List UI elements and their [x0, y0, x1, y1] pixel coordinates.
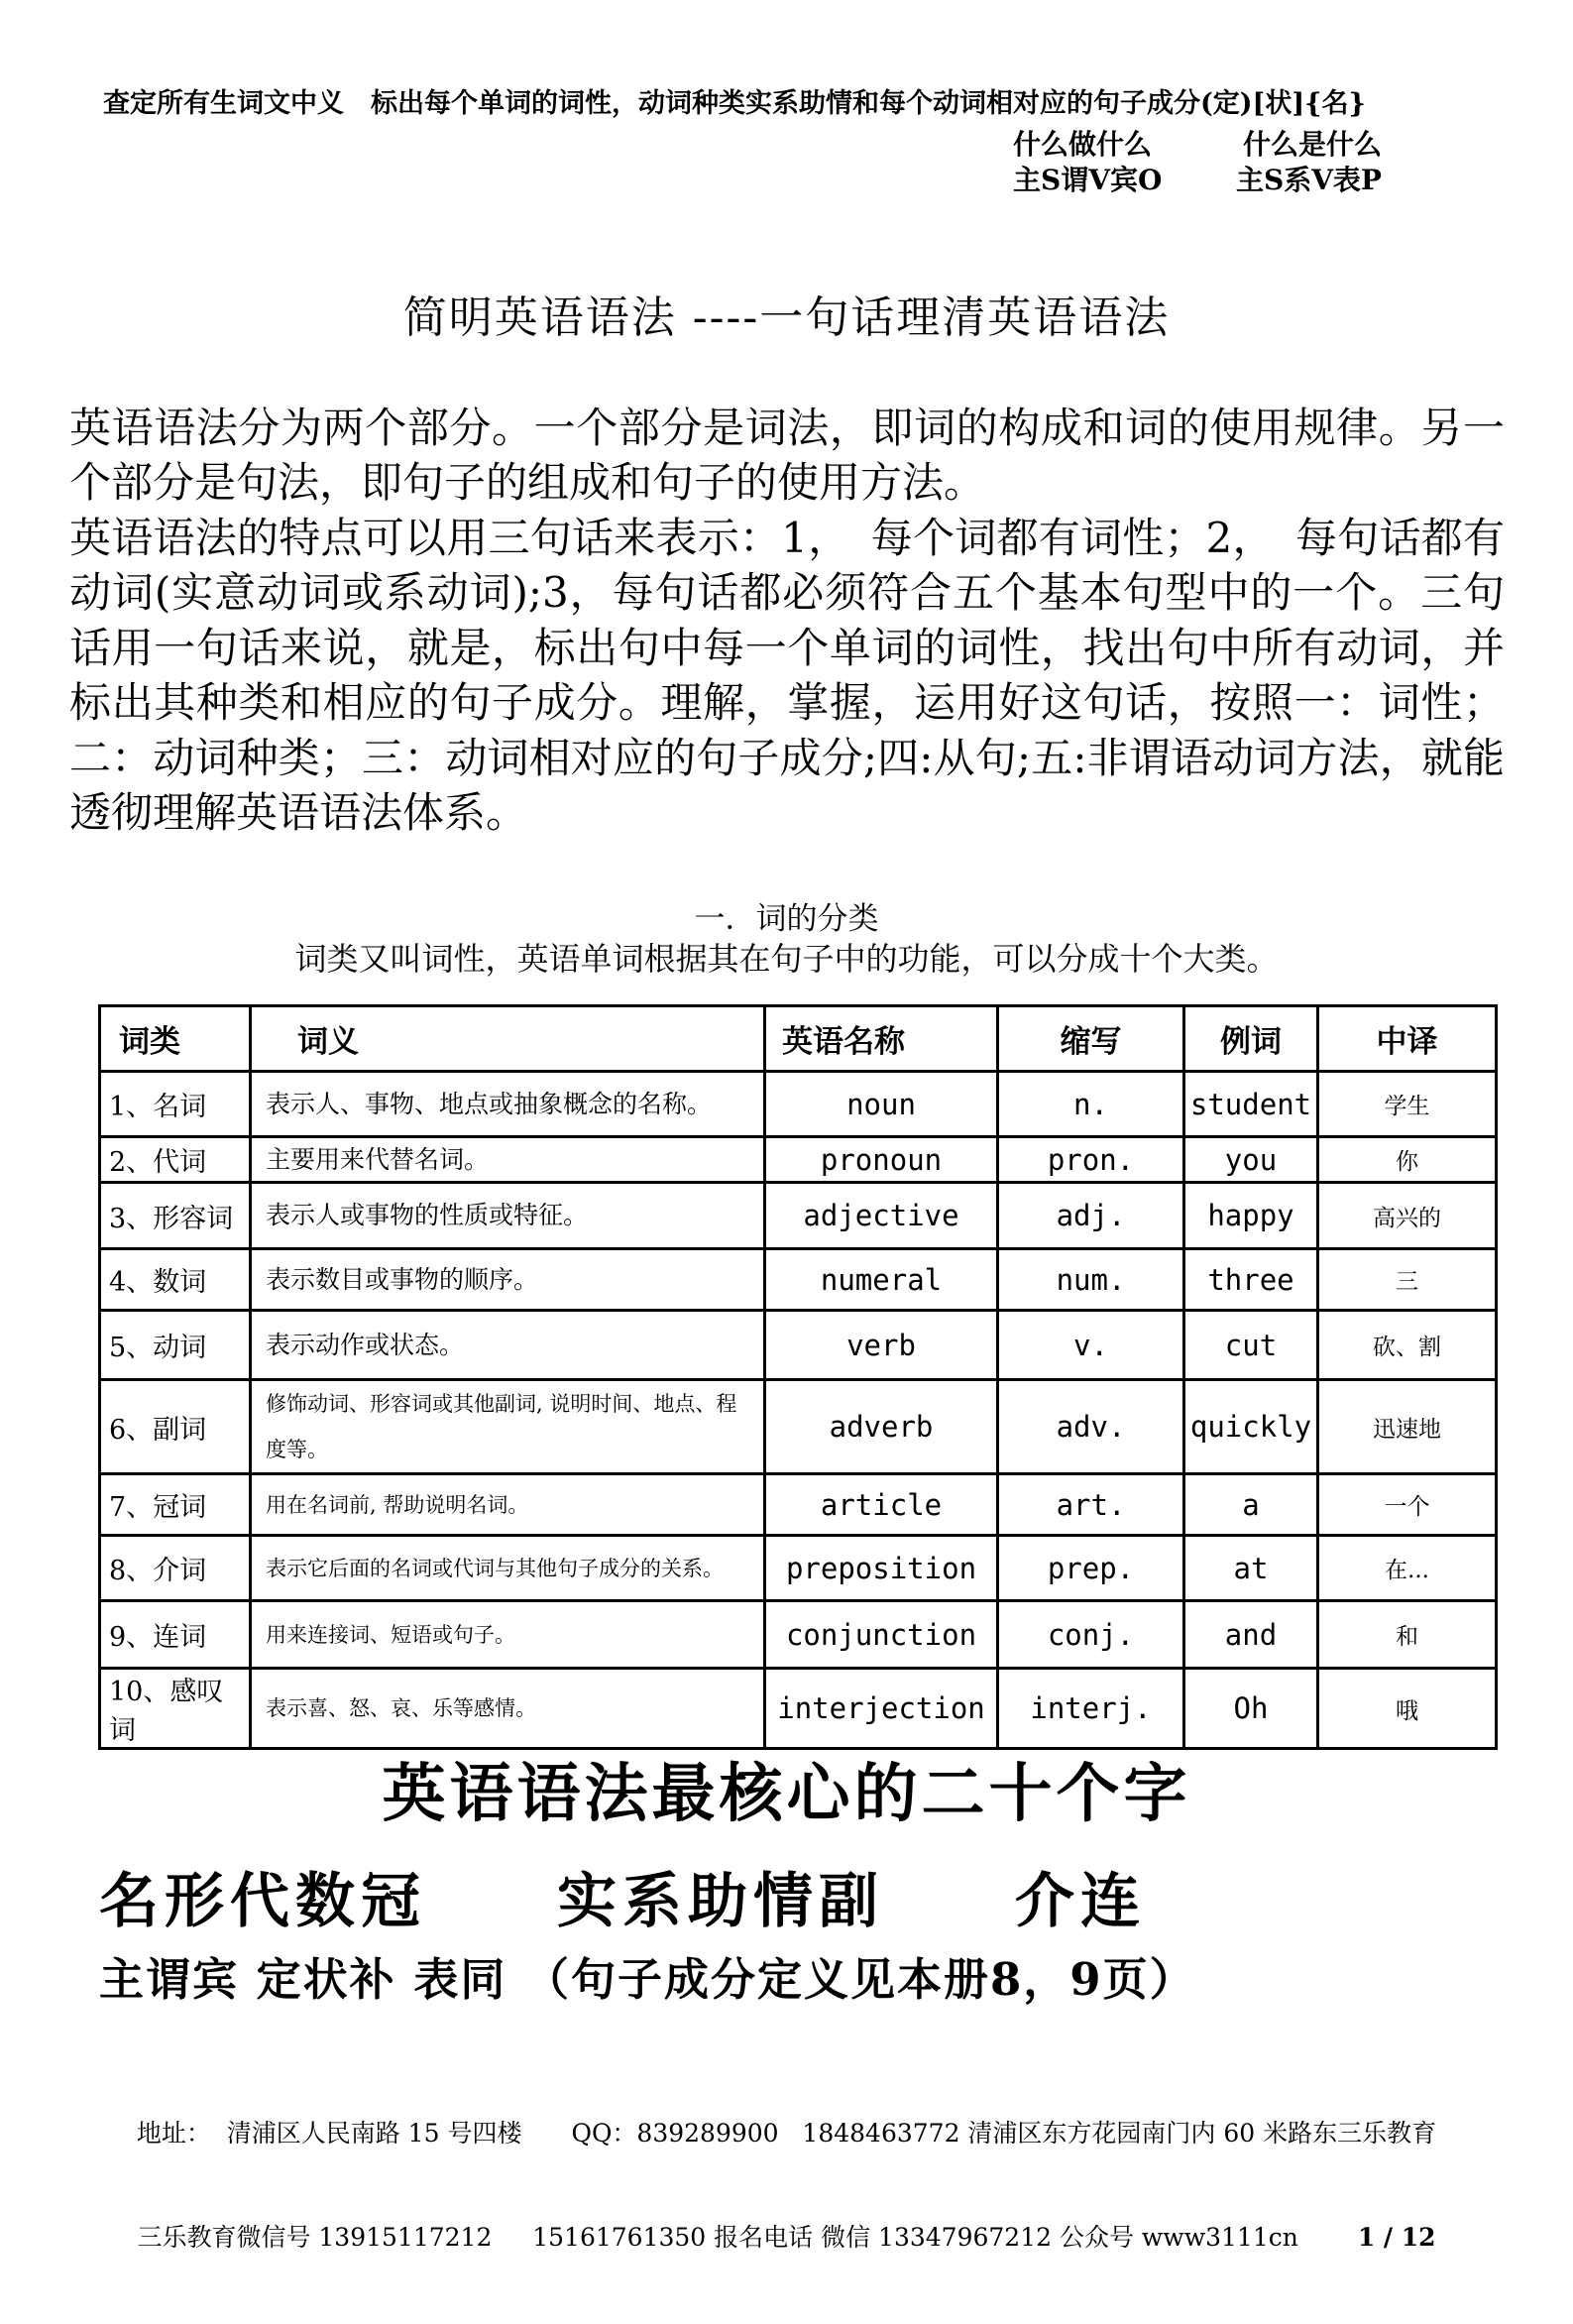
table-cell: v. — [998, 1311, 1184, 1380]
annotation-row-2 — [1013, 163, 1382, 198]
table-cell: 6、副词 — [100, 1380, 251, 1474]
table-cell: 表示人、事物、地点或抽象概念的名称。 — [251, 1072, 765, 1137]
annotation-row-1 — [1013, 127, 1382, 163]
page-footer — [0, 2046, 1573, 2324]
table-cell: 7、冠词 — [100, 1474, 251, 1536]
table-cell: 8、介词 — [100, 1536, 251, 1601]
table-header-cell: 英语名称 — [765, 1006, 998, 1072]
table-cell: quickly — [1184, 1380, 1318, 1474]
table-cell: student — [1184, 1072, 1318, 1137]
table-cell: prep. — [998, 1536, 1184, 1601]
table-cell: three — [1184, 1249, 1318, 1311]
table-cell: 表示动作或状态。 — [251, 1311, 765, 1380]
annotation-svo: 主S谓V宾O — [1013, 164, 1163, 196]
table-cell: 2、代词 — [100, 1137, 251, 1183]
table-cell: and — [1184, 1601, 1318, 1669]
annotation-do-what: 什么做什么 — [1013, 128, 1153, 161]
table-cell: preposition — [765, 1536, 998, 1601]
table-cell: 在... — [1318, 1536, 1497, 1601]
table-cell: 学生 — [1318, 1072, 1497, 1137]
table-cell: 砍、割 — [1318, 1311, 1497, 1380]
table-cell: 三 — [1318, 1249, 1497, 1311]
table-cell: adverb — [765, 1380, 998, 1474]
table-cell: 迅速地 — [1318, 1380, 1497, 1474]
table-cell: 用在名词前, 帮助说明名词。 — [251, 1474, 765, 1536]
table-cell: pronoun — [765, 1137, 998, 1183]
table-header-cell: 中译 — [1318, 1006, 1497, 1072]
table-cell: interjection — [765, 1669, 998, 1749]
annotation-is-what: 什么是什么 — [1242, 128, 1382, 161]
core-words-line: 名形代数冠 实系助情副 介连 — [99, 1867, 1146, 1936]
page-number: 1 / 12 — [1357, 2223, 1436, 2252]
table-cell: 表示数目或事物的顺序。 — [251, 1249, 765, 1311]
intro-paragraph-2: 英语语法的特点可以用三句话来表示：1， 每个词都有词性；2， 每句话都有动词(实意动词或系动词);3，每句话都必须符合五个基本句型中的一个。三句话用一句话来说，就是，标出句中每一个单词的词性，找出句中所有动词，并标出其种类和相应的句子成分。理解，掌握，运用好这句话，按照一：词性；二：动词种类；三：动词相对应的句子成分;四:从句;五:非谓语动词方法，就能透彻理解英语语法体系。 — [69, 513, 1505, 838]
pos-table — [98, 1004, 1498, 1750]
table-row — [100, 1072, 1497, 1137]
table-cell: 9、连词 — [100, 1601, 251, 1669]
table-cell: num. — [998, 1249, 1184, 1311]
table-cell: 表示喜、怒、哀、乐等感情。 — [251, 1669, 765, 1749]
table-body — [100, 1072, 1497, 1749]
table-cell: 表示它后面的名词或代词与其他句子成分的关系。 — [251, 1536, 765, 1601]
table-header-cell: 例词 — [1184, 1006, 1318, 1072]
footer-line-1: 地址： 清浦区人民南路 15 号四楼 QQ：839289900 1848463772 清浦区东方花园南门内 60 米路东三乐教育 — [136, 2119, 1437, 2148]
table-cell: noun — [765, 1072, 998, 1137]
table-cell: 10、感叹词 — [100, 1669, 251, 1749]
table-cell: 表示人或事物的性质或特征。 — [251, 1183, 765, 1249]
top-annotation-line: 查定所有生词文中义 标出每个单词的词性，动词种类实系助情和每个动词相对应的句子成分(定)[状]{名} — [103, 88, 1366, 119]
core-components-line: 主谓宾 定状补 表同 （句子成分定义见本册8，9页） — [99, 1953, 1196, 2006]
table-cell: 4、数词 — [100, 1249, 251, 1311]
table-row — [100, 1249, 1497, 1311]
table-row — [100, 1380, 1497, 1474]
table-cell: art. — [998, 1474, 1184, 1536]
table-cell: adv. — [998, 1380, 1184, 1474]
table-row — [100, 1669, 1497, 1749]
table-cell: 一个 — [1318, 1474, 1497, 1536]
top-annotation-right — [1013, 127, 1382, 198]
table-cell: pron. — [998, 1137, 1184, 1183]
table-cell: you — [1184, 1137, 1318, 1183]
table-header-cell: 词义 — [251, 1006, 765, 1072]
section-heading: 一．词的分类 — [694, 901, 879, 937]
table-cell: n. — [998, 1072, 1184, 1137]
table-row — [100, 1137, 1497, 1183]
intro-text — [69, 401, 1505, 841]
table-header-cell: 词类 — [100, 1006, 251, 1072]
table-cell: interj. — [998, 1669, 1184, 1749]
table-cell: adjective — [765, 1183, 998, 1249]
table-row — [100, 1183, 1497, 1249]
table-row — [100, 1474, 1497, 1536]
table-cell: 用来连接词、短语或句子。 — [251, 1601, 765, 1669]
table-cell: 和 — [1318, 1601, 1497, 1669]
table-cell: a — [1184, 1474, 1318, 1536]
table-header-cell: 缩写 — [998, 1006, 1184, 1072]
table-cell: 3、形容词 — [100, 1183, 251, 1249]
table-cell: conjunction — [765, 1601, 998, 1669]
table-cell: 哦 — [1318, 1669, 1497, 1749]
table-cell: 高兴的 — [1318, 1183, 1497, 1249]
table-row — [100, 1601, 1497, 1669]
table-cell: happy — [1184, 1183, 1318, 1249]
table-cell: at — [1184, 1536, 1318, 1601]
table-cell: 5、动词 — [100, 1311, 251, 1380]
section-subheading: 词类又叫词性，英语单词根据其在句子中的功能，可以分成十个大类。 — [294, 940, 1279, 978]
table-cell: 1、名词 — [100, 1072, 251, 1137]
intro-paragraph-1: 英语语法分为两个部分。一个部分是词法，即词的构成和词的使用规律。另一个部分是句法，即句子的组成和句子的使用方法。 — [69, 404, 1505, 508]
annotation-svp: 主S系V表P — [1235, 164, 1382, 196]
footer-contact-text: 三乐教育微信号 13915117212 15161761350 报名电话 微信 13347967212 公众号 www3111cn — [137, 2223, 1298, 2252]
table-cell: Oh — [1184, 1669, 1318, 1749]
table-row — [100, 1536, 1497, 1601]
page-title: 简明英语语法 ----一句话理清英语语法 — [402, 292, 1171, 343]
table-cell: 主要用来代替名词。 — [251, 1137, 765, 1183]
table-row — [100, 1311, 1497, 1380]
table-cell: verb — [765, 1311, 998, 1380]
core-heading: 英语语法最核心的二十个字 — [382, 1757, 1191, 1831]
table-cell: 你 — [1318, 1137, 1497, 1183]
table-header-row — [100, 1006, 1497, 1072]
footer-line-2 — [0, 2220, 1573, 2255]
table-cell: 修饰动词、形容词或其他副词, 说明时间、地点、程度等。 — [251, 1380, 765, 1474]
table-cell: adj. — [998, 1183, 1184, 1249]
table-cell: cut — [1184, 1311, 1318, 1380]
table-cell: numeral — [765, 1249, 998, 1311]
table-cell: article — [765, 1474, 998, 1536]
table-cell: conj. — [998, 1601, 1184, 1669]
